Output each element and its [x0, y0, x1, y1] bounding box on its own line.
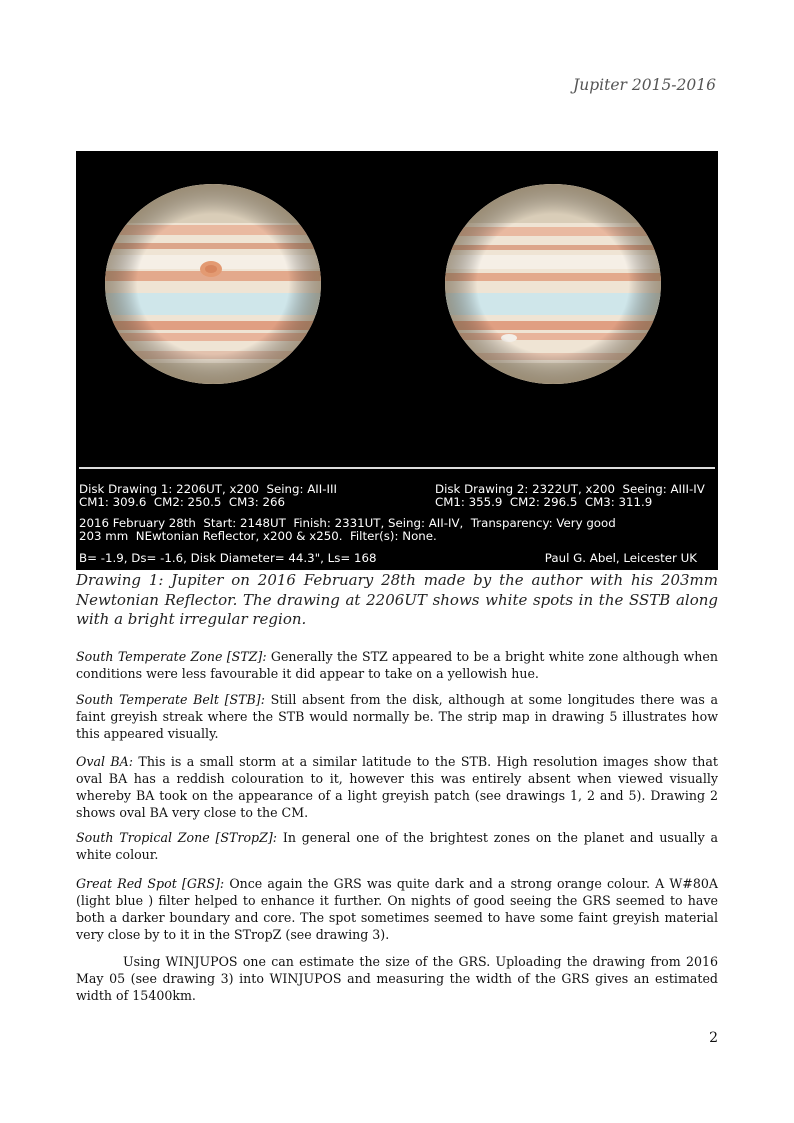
figure-caption: Drawing 1: Jupiter on 2016 February 28th made by the author with his 203mm Newtonian Reflector. The drawing at 2206UT shows white spots in the SSTB along with a bright irregular region.	[76, 571, 718, 628]
section-heading-stb: South Temperate Belt [STB]:	[76, 692, 265, 707]
section-stz	[76, 648, 718, 682]
observer-credit: Paul G. Abel, Leicester UK	[544, 551, 697, 565]
section-heading-grs: Great Red Spot [GRS]:	[76, 876, 225, 891]
section-text-stb: Still absent from the disk, although at some longitudes there was a faint greyish streak where the STB would normally be. The strip map in drawing 5 illustrates how this appeared visually.	[76, 692, 718, 741]
disk-drawings-panel	[79, 163, 715, 469]
page-number: 2	[709, 1030, 718, 1046]
disk-drawing-1	[99, 178, 329, 393]
disk-2-label-line-1: Disk Drawing 2: 2322UT, x200 Seeing: AIII-IV	[435, 482, 705, 496]
section-stb	[76, 691, 718, 742]
section-heading-stz: South Temperate Zone [STZ]:	[76, 649, 267, 664]
section-oval-ba	[76, 753, 718, 821]
jupiter-disk-drawings	[79, 163, 715, 467]
section-text-stz: Generally the STZ appeared to be a bright white zone although when conditions were less favourable it did appear to take on a yellowish hue.	[76, 649, 718, 681]
ephemeris-parameters: B= -1.9, Ds= -1.6, Disk Diameter= 44.3", Ls= 168	[79, 551, 377, 565]
section-text-stropz: In general one of the brightest zones on the planet and usually a white colour.	[76, 830, 719, 862]
section-text-oval-ba: This is a small storm at a similar latitude to the STB. High resolution images show that oval BA has a reddish colouration to it, however this was entirely absent when viewed visually whereby BA took on the appearance of a light greyish patch (see drawings 1, 2 and 5). Drawing 2 shows oval BA very close to the CM.	[76, 754, 718, 820]
section-heading-oval-ba: Oval BA:	[76, 754, 133, 769]
section-grs	[76, 875, 718, 943]
section-heading-stropz: South Tropical Zone [STropZ]:	[76, 830, 278, 845]
winjupos-paragraph: Using WINJUPOS one can estimate the size of the GRS. Uploading the drawing from 2016 May 05 (see drawing 3) into WINJUPOS and measuring the width of the GRS gives an estimated width of 15400km.	[76, 954, 718, 1003]
observation-details-line-1: 2016 February 28th Start: 2148UT Finish: 2331UT, Seing: AII-IV, Transparency: Very good	[79, 516, 616, 530]
observation-details-line-2: 203 mm NEwtonian Reflector, x200 & x250. Filter(s): None.	[79, 529, 437, 543]
running-header: Jupiter 2015-2016	[573, 76, 716, 94]
section-stropz	[76, 829, 718, 863]
disk-1-label-line-1: Disk Drawing 1: 2206UT, x200 Seing: AII-III	[79, 482, 337, 496]
jupiter-drawing-figure	[76, 151, 718, 570]
section-text-grs: Once again the GRS was quite dark and a strong orange colour. A W#80A (light blue ) filter helped to enhance it further. On nights of good seeing the GRS seemed to have both a darker boundary and core. The spot sometimes seemed to have some faint greyish material very close by to it in the STropZ (see drawing 3).	[76, 876, 718, 942]
disk-2-label-line-2: CM1: 355.9 CM2: 296.5 CM3: 311.9	[435, 495, 653, 509]
disk-drawing-2	[439, 178, 669, 393]
disk-1-label-line-2: CM1: 309.6 CM2: 250.5 CM3: 266	[79, 495, 285, 509]
figure-top-rule	[76, 151, 718, 158]
